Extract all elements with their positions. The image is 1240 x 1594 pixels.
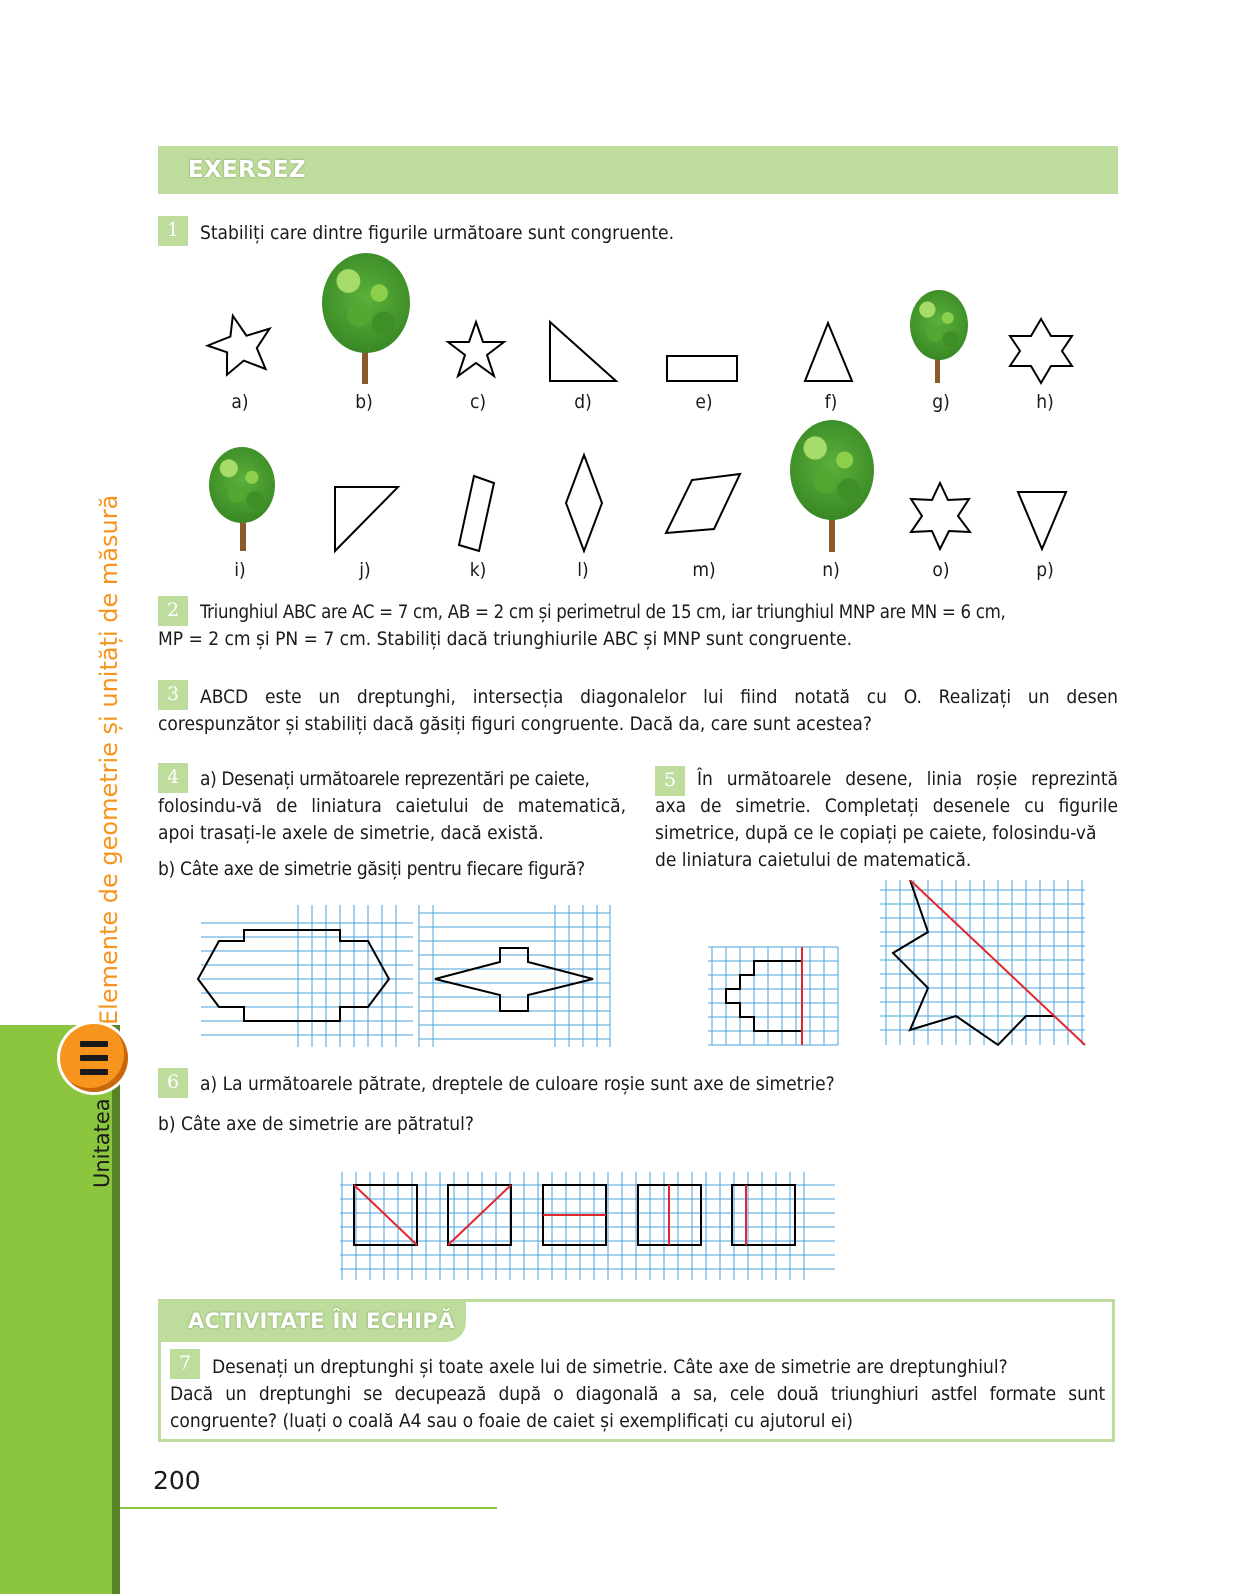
tree-i — [209, 447, 275, 523]
rhombus-l — [566, 455, 602, 551]
label-b: b) — [355, 391, 373, 413]
triangle-j — [335, 487, 398, 551]
exercise-4-line-2: folosindu-vă de liniatura caietului de matematică, — [158, 795, 626, 817]
unit-number-icon — [80, 1041, 108, 1075]
activity-line-3: congruente? (luați o coală A4 sau o foaie de caiet și exemplificați cu ajutorul ei) — [170, 1410, 853, 1432]
exersez-title: EXERSEZ — [188, 157, 306, 183]
unit-label-vertical: Unitatea — [90, 1098, 114, 1188]
exercise-number-4: 4 — [158, 763, 188, 793]
label-k: k) — [469, 559, 487, 581]
exercise-number-1: 1 — [158, 216, 188, 246]
exercise-4-line-1: a) Desenați următoarele reprezentări pe caiete, — [200, 768, 590, 790]
page-number: 200 — [153, 1466, 201, 1495]
exercise-6-line-1: a) La următoarele pătrate, dreptele de culoare roșie sunt axe de simetrie? — [200, 1073, 835, 1095]
exercise-2-line-2: MP = 2 cm și PN = 7 cm. Stabiliți dacă triunghiurile ABC și MNP sunt congruente. — [158, 628, 853, 650]
label-h: h) — [1036, 391, 1054, 413]
exercise-2-line-1: Triunghiul ABC are AC = 7 cm, AB = 2 cm și perimetrul de 15 cm, iar triunghiul MNP are MN = 6 cm, — [200, 602, 1006, 623]
label-a: a) — [231, 391, 249, 413]
label-m: m) — [692, 559, 716, 581]
exercise-6-squares — [330, 1168, 840, 1283]
activity-line-2: Dacă un dreptunghi se decupează după o diagonală a sa, cele două triunghiuri astfel formate sunt — [170, 1383, 1105, 1405]
triangle-p — [1018, 492, 1066, 549]
exercise-number-3: 3 — [158, 680, 188, 710]
axis-red-diag-1 — [354, 1185, 417, 1245]
parallelogram-k — [459, 476, 494, 551]
activity-title: ACTIVITATE ÎN ECHIPĂ — [188, 1309, 455, 1333]
label-o: o) — [932, 559, 950, 581]
chapter-title-vertical: Elemente de geometrie și unități de măsură — [95, 494, 123, 1025]
tree-n — [790, 420, 874, 520]
half-shape-1 — [726, 961, 802, 1031]
exercise-5-line-4: de liniatura caietului de matematică. — [655, 849, 972, 871]
parallelogram-m — [666, 474, 740, 533]
label-d: d) — [574, 391, 592, 413]
exercise-1-text: Stabiliți care dintre figurile următoare sunt congruente. — [200, 222, 674, 244]
activity-line-1: Desenați un dreptunghi și toate axele lui de simetrie. Câte axe de simetrie are dreptunghiul? — [212, 1356, 1008, 1378]
label-j: j) — [359, 559, 371, 581]
exercise-4-line-4: b) Câte axe de simetrie găsiți pentru fiecare figură? — [158, 858, 585, 880]
exercise-5-figures — [700, 880, 1090, 1055]
exercise-4-line-3: apoi trasați-le axele de simetrie, dacă există. — [158, 822, 544, 844]
exercise-number-5: 5 — [655, 766, 685, 796]
exercise-number-6: 6 — [158, 1068, 188, 1098]
label-f: f) — [824, 391, 838, 413]
footer-rule — [120, 1507, 497, 1509]
label-e: e) — [695, 391, 713, 413]
star-o — [911, 483, 970, 549]
label-g: g) — [932, 391, 950, 413]
label-c: c) — [469, 391, 487, 413]
unit-badge — [60, 1024, 128, 1092]
exercise-5-line-1: În următoarele desene, linia roșie reprezintă — [697, 768, 1118, 790]
exercise-5-line-2: axa de simetrie. Completați desenele cu figurile — [655, 795, 1118, 817]
label-p: p) — [1036, 559, 1054, 581]
exercise-3-line-2: corespunzător și stabiliți dacă găsiți figuri congruente. Dacă da, care sunt acestea? — [158, 713, 872, 735]
exercise-4-figures — [195, 905, 625, 1055]
square-5 — [732, 1185, 795, 1245]
exercise-5-line-3: simetrice, după ce le copiați pe caiete, folosindu-vă — [655, 822, 1097, 844]
label-n: n) — [822, 559, 840, 581]
exercise-number-2: 2 — [158, 596, 188, 626]
label-i: i) — [234, 559, 246, 581]
half-shape-2 — [893, 880, 1054, 1045]
exercise-3-line-1: ABCD este un dreptunghi, intersecția diagonalelor lui fiind notată cu O. Realizați un desen — [200, 686, 1118, 708]
axis-red-diag-2 — [448, 1185, 511, 1245]
label-l: l) — [577, 559, 589, 581]
exercise-6-line-2: b) Câte axe de simetrie are pătratul? — [158, 1113, 474, 1135]
figures-row-2 — [0, 0, 1240, 600]
exercise-number-7: 7 — [170, 1349, 200, 1379]
grid-4-left — [201, 913, 413, 1047]
